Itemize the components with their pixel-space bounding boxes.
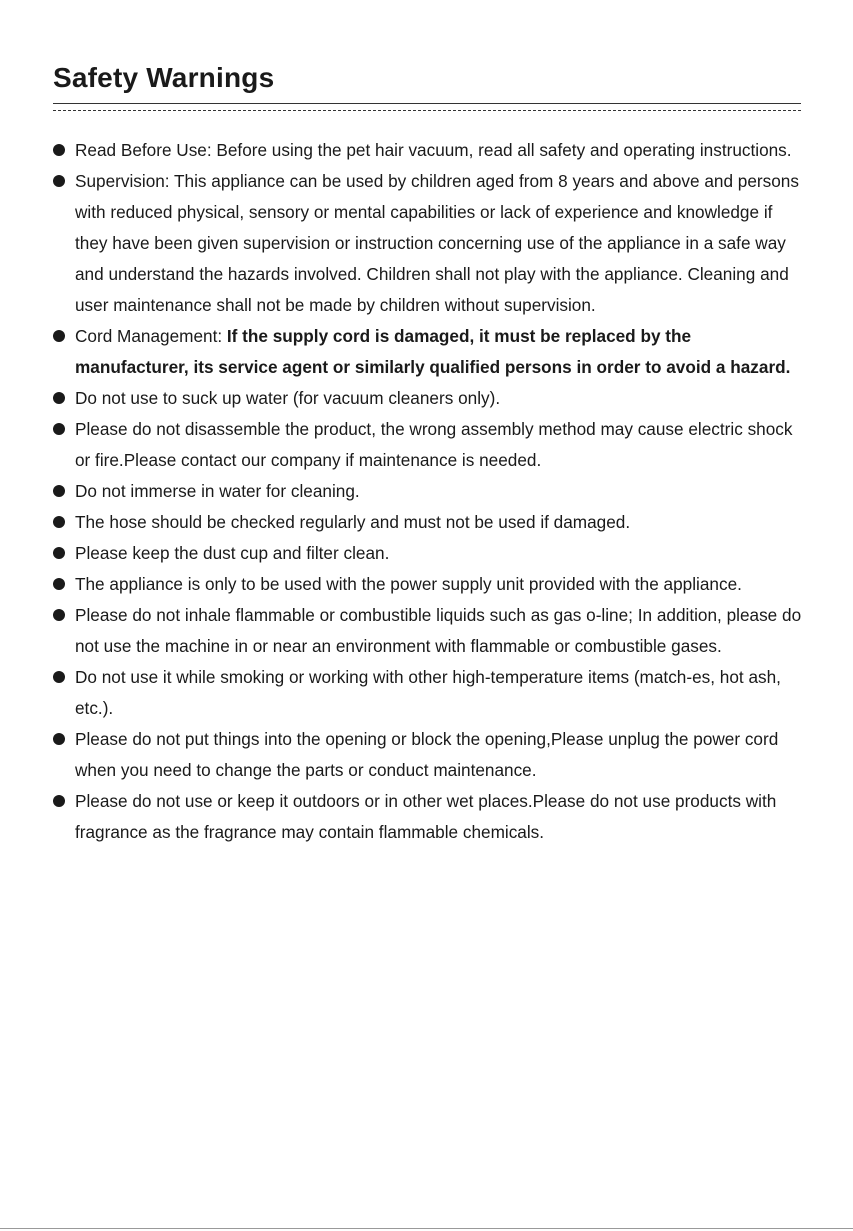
warning-item (0, 569, 853, 600)
warning-item (0, 662, 853, 724)
warning-item (0, 166, 853, 321)
warning-item (0, 724, 853, 786)
bullet-icon (53, 547, 65, 559)
warning-item (0, 414, 853, 476)
warning-item (0, 321, 853, 383)
bullet-icon (53, 609, 65, 621)
bullet-icon (53, 578, 65, 590)
warning-text: The hose should be checked regularly and must not be used if damaged. (75, 512, 631, 532)
warning-text: Read Before Use: Before using the pet hair vacuum, read all safety and operating instructions. (75, 140, 792, 160)
warning-text: Please do not use or keep it outdoors or in other wet places.Please do not use products with fragrance as the fragrance may contain flammable chemicals. (75, 791, 777, 842)
warning-text: Do not immerse in water for cleaning. (75, 481, 360, 501)
bullet-icon (53, 671, 65, 683)
warning-text: Please do not put things into the opening or block the opening,Please unplug the power cord when you need to change the parts or conduct maintenance. (75, 729, 779, 780)
warning-text: Please do not inhale flammable or combustible liquids such as gas o-line; In addition, please do not use the machine in or near an environment with flammable or combustible gases. (75, 605, 802, 656)
page-bottom-edge (0, 1228, 853, 1229)
bullet-icon (53, 795, 65, 807)
page-title: Safety Warnings (53, 62, 275, 93)
warning-text: Please keep the dust cup and filter clean. (75, 543, 390, 563)
warning-label: Cord Management: (75, 326, 227, 346)
bullet-icon (53, 485, 65, 497)
warning-list (0, 135, 853, 848)
title-divider-dashed (53, 110, 801, 111)
bullet-icon (53, 392, 65, 404)
warning-item (0, 476, 853, 507)
warning-text: The appliance is only to be used with the power supply unit provided with the appliance. (75, 574, 742, 594)
bullet-icon (53, 175, 65, 187)
warning-item (0, 786, 853, 848)
warning-item (0, 383, 853, 414)
warning-text: Supervision: This appliance can be used by children aged from 8 years and above and persons with reduced physical, sensory or mental capabilities or lack of experience and knowledge if they have been given supervision or instruction concerning use of the appliance in a safe way and understand the hazards involved. Children shall not play with the appliance. Cleaning and user maintenance shall not be made by children without supervision. (75, 171, 799, 315)
warning-item (0, 135, 853, 166)
warning-text: Please do not disassemble the product, the wrong assembly method may cause electric shock or fire.Please contact our company if maintenance is needed. (75, 419, 793, 470)
warning-text: Do not use it while smoking or working with other high-temperature items (match-es, hot ash, etc.). (75, 667, 781, 718)
bullet-icon (53, 144, 65, 156)
title-divider-solid (53, 103, 801, 104)
bullet-icon (53, 423, 65, 435)
warning-text: Do not use to suck up water (for vacuum cleaners only). (75, 388, 501, 408)
bullet-icon (53, 330, 65, 342)
warning-item (0, 507, 853, 538)
bullet-icon (53, 516, 65, 528)
warning-bold-text: If the supply cord is damaged, it must be replaced by the manufacturer, its service agent or similarly qualified persons in order to avoid a hazard. (75, 326, 791, 377)
bullet-icon (53, 733, 65, 745)
warning-item (0, 600, 853, 662)
warning-item (0, 538, 853, 569)
